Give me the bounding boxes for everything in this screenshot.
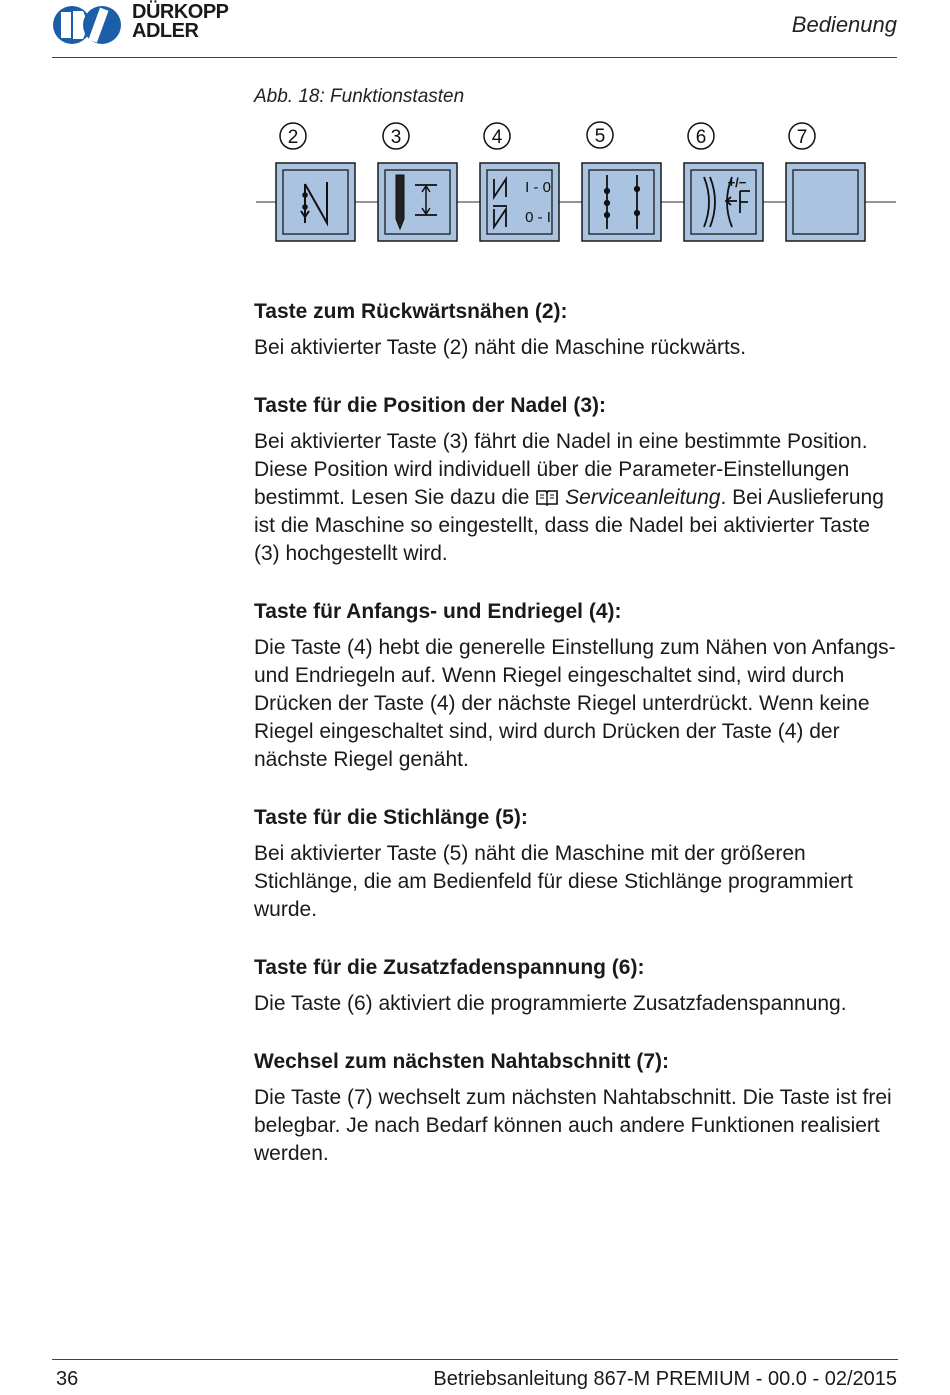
bartack-label-top: I - 0 <box>525 179 551 196</box>
section-needle-position <box>254 391 899 568</box>
key-number-3 <box>383 123 409 149</box>
service-manual-reference[interactable]: Serviceanleitung <box>565 486 721 509</box>
section-heading: Wechsel zum nächsten Nahtabschnitt (7): <box>254 1050 670 1073</box>
tension-label: +/− <box>727 175 747 190</box>
key-number-6 <box>688 123 714 149</box>
key-number-5 <box>587 122 613 148</box>
footer-title: Betriebsanleitung 867-M PREMIUM - 00.0 - 02/2015 <box>433 1368 897 1390</box>
section-text-part: Bei aktivierter Taste (3) fährt die Nadel in eine bestimmte Position. Diese Position wird individuell über die Parameter-Einstellungen bestimmt. Lesen Sie dazu die <box>254 430 868 509</box>
svg-text:5: 5 <box>594 126 606 147</box>
page-number: 36 <box>56 1368 79 1390</box>
section-text: Bei aktivierter Taste (5) näht die Maschine mit der größeren Stichlänge, die am Bedienfeld für diese Stichlänge programmiert wurde. <box>254 842 853 921</box>
section-text: Die Taste (6) aktiviert die programmierte Zusatzfadenspannung. <box>254 992 847 1015</box>
section-heading: Taste für die Stichlänge (5): <box>254 806 528 829</box>
key-7 <box>786 163 865 241</box>
section-text: Bei aktivierter Taste (2) näht die Maschine rückwärts. <box>254 336 747 359</box>
svg-text:6: 6 <box>695 127 707 148</box>
section-text <box>254 428 899 568</box>
key-number-2 <box>280 123 306 149</box>
logo-line-2: ADLER <box>132 20 199 42</box>
key-6 <box>684 163 763 241</box>
section-reverse-stitch <box>254 297 899 362</box>
section-title: Bedienung <box>791 12 897 37</box>
section-text-part: . Bei Auslieferung ist die Maschine so eingestellt, dass die Nadel bei aktivierter Taste (3) hochgestellt wird. <box>254 486 884 565</box>
footer-divider <box>52 1359 898 1360</box>
key-3 <box>378 163 457 241</box>
figure-caption: Abb. 18: Funktionstasten <box>254 86 465 107</box>
logo-line-1: DÜRKOPP <box>132 1 229 23</box>
svg-text:7: 7 <box>796 127 808 148</box>
section-text: Die Taste (7) wechselt zum nächsten Nahtabschnitt. Die Taste ist frei belegbar. Je nach Bedarf können auch andere Funktionen realisiert werden. <box>254 1086 892 1165</box>
key-4 <box>480 163 559 241</box>
function-keys-figure <box>256 115 896 250</box>
bartack-label-bottom: 0 - I <box>525 209 551 226</box>
section-heading: Taste zum Rückwärtsnähen (2): <box>254 300 568 323</box>
section-heading: Taste für Anfangs- und Endriegel (4): <box>254 600 622 623</box>
section-thread-tension <box>254 953 899 1018</box>
key-number-4 <box>484 123 510 149</box>
svg-text:2: 2 <box>287 127 299 148</box>
section-heading: Taste für die Position der Nadel (3): <box>254 394 606 417</box>
key-5 <box>582 163 661 241</box>
header-divider <box>52 57 897 58</box>
main-content <box>254 297 899 1197</box>
svg-text:4: 4 <box>491 127 503 148</box>
section-stitch-length <box>254 803 899 924</box>
section-next-seam <box>254 1047 899 1168</box>
section-heading: Taste für die Zusatzfadenspannung (6): <box>254 956 645 979</box>
key-number-7 <box>789 123 815 149</box>
svg-text:3: 3 <box>390 127 402 148</box>
section-bartack <box>254 597 899 774</box>
book-icon <box>535 488 559 506</box>
section-text: Die Taste (4) hebt die generelle Einstellung zum Nähen von Anfangs- und Endriegeln auf. Wenn Riegel eingeschaltet sind, wird durch Drücken der Taste (4) der nächste Riegel unterdrückt. Wenn keine Riegel eingeschaltet sind, wird durch Drücken der Taste (4) der nächste Riegel genäht. <box>254 636 896 771</box>
